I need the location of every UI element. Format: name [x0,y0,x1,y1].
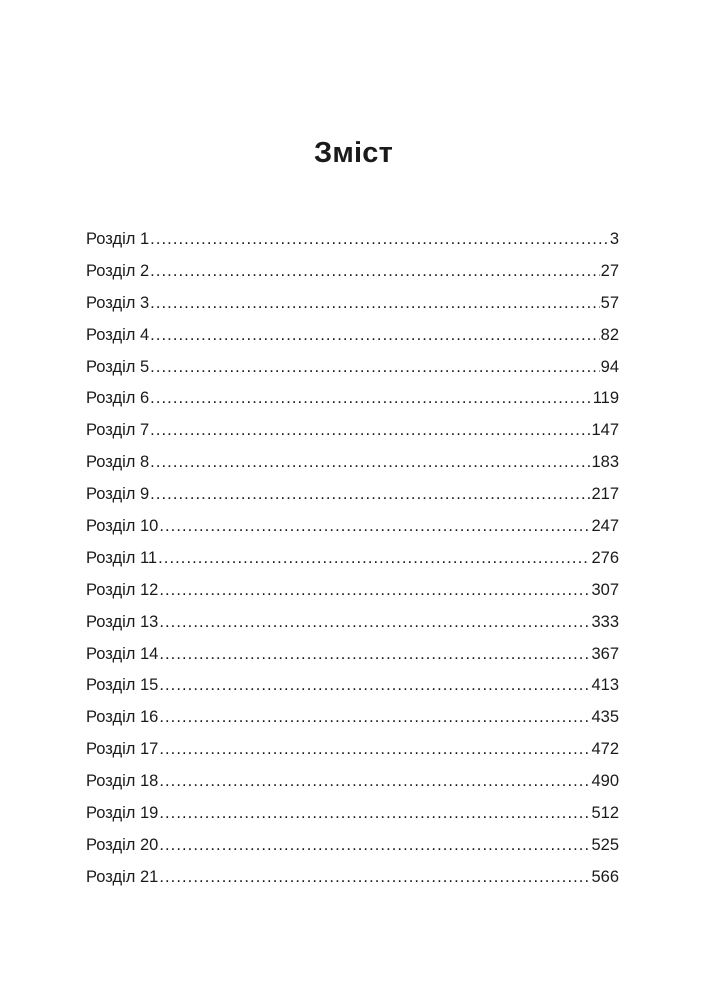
toc-entry-page-number: 147 [591,421,619,440]
dot-leader [159,702,590,734]
dot-leader [150,352,599,384]
toc-entry-page-number: 490 [591,772,619,791]
toc-entry-label: Розділ 15 [86,676,159,695]
toc-entry-label: Розділ 6 [86,389,150,408]
dot-leader [159,575,590,607]
toc-entry-page-number: 82 [600,325,619,344]
toc-entry[interactable] [86,734,619,766]
toc-entry-page-number: 512 [591,804,619,823]
toc-entry-page-number: 94 [600,357,619,376]
toc-entry[interactable] [86,447,619,479]
toc-entry-label: Розділ 1 [86,230,150,248]
dot-leader [159,607,590,639]
toc-entry-label: Розділ 21 [86,867,159,886]
toc-entry[interactable] [86,256,619,288]
dot-leader [158,543,590,575]
dot-leader [159,670,590,702]
toc-entry-page-number: 413 [591,676,619,695]
toc-entry[interactable] [86,702,619,734]
toc-entry-label: Розділ 20 [86,835,159,854]
page-title: Зміст [313,137,393,170]
toc-entry-page-number: 276 [591,548,619,567]
toc-entry[interactable] [86,383,619,415]
toc-entry-label: Розділ 4 [86,325,150,344]
toc-entry[interactable] [86,479,619,511]
dot-leader [150,224,609,256]
toc-entry[interactable] [86,575,619,607]
dot-leader [150,415,590,447]
toc-entry-page-number: 435 [591,708,619,727]
toc-entry-page-number: 525 [591,835,619,854]
dot-leader [150,320,599,352]
toc-entry-label: Розділ 17 [86,740,159,759]
toc-entry[interactable] [86,639,619,671]
toc-entry[interactable] [86,224,619,256]
toc-entry-page-number: 183 [591,453,619,472]
toc-entry[interactable] [86,670,619,702]
toc-entry[interactable] [86,415,619,447]
table-of-contents [86,224,619,894]
toc-entry-page-number: 3 [609,230,619,248]
dot-leader [150,288,599,320]
toc-entry-page-number: 333 [591,612,619,631]
toc-entry-page-number: 307 [591,580,619,599]
toc-entry[interactable] [86,607,619,639]
toc-entry-label: Розділ 8 [86,453,150,472]
toc-entry-label: Розділ 2 [86,261,150,280]
dot-leader [159,734,590,766]
toc-entry-page-number: 57 [600,293,619,312]
toc-entry[interactable] [86,352,619,384]
toc-entry[interactable] [86,511,619,543]
toc-entry-label: Розділ 19 [86,804,159,823]
toc-entry[interactable] [86,830,619,862]
dot-leader [159,766,590,798]
toc-entry-page-number: 247 [591,517,619,536]
toc-entry-page-number: 367 [591,644,619,663]
toc-entry-label: Розділ 12 [86,580,159,599]
dot-leader [150,479,590,511]
toc-entry[interactable] [86,766,619,798]
toc-entry-label: Розділ 7 [86,421,150,440]
toc-entry-label: Розділ 10 [86,517,159,536]
toc-entry-label: Розділ 16 [86,708,159,727]
toc-entry-label: Розділ 9 [86,485,150,504]
toc-entry[interactable] [86,798,619,830]
dot-leader [159,830,590,862]
toc-entry-page-number: 27 [600,261,619,280]
dot-leader [159,798,590,830]
toc-entry-label: Розділ 3 [86,293,150,312]
dot-leader [159,862,590,894]
toc-entry-page-number: 472 [591,740,619,759]
toc-entry-label: Розділ 11 [86,548,158,567]
toc-entry-label: Розділ 14 [86,644,159,663]
toc-entry[interactable] [86,543,619,575]
toc-entry[interactable] [86,862,619,894]
toc-entry-label: Розділ 13 [86,612,159,631]
dot-leader [159,511,590,543]
dot-leader [150,256,599,288]
toc-entry-page-number: 217 [591,485,619,504]
toc-entry[interactable] [86,320,619,352]
dot-leader [150,383,592,415]
dot-leader [159,639,590,671]
toc-entry[interactable] [86,288,619,320]
toc-entry-page-number: 119 [592,389,619,408]
toc-entry-page-number: 566 [591,867,619,886]
toc-entry-label: Розділ 18 [86,772,159,791]
toc-entry-label: Розділ 5 [86,357,150,376]
dot-leader [150,447,590,479]
